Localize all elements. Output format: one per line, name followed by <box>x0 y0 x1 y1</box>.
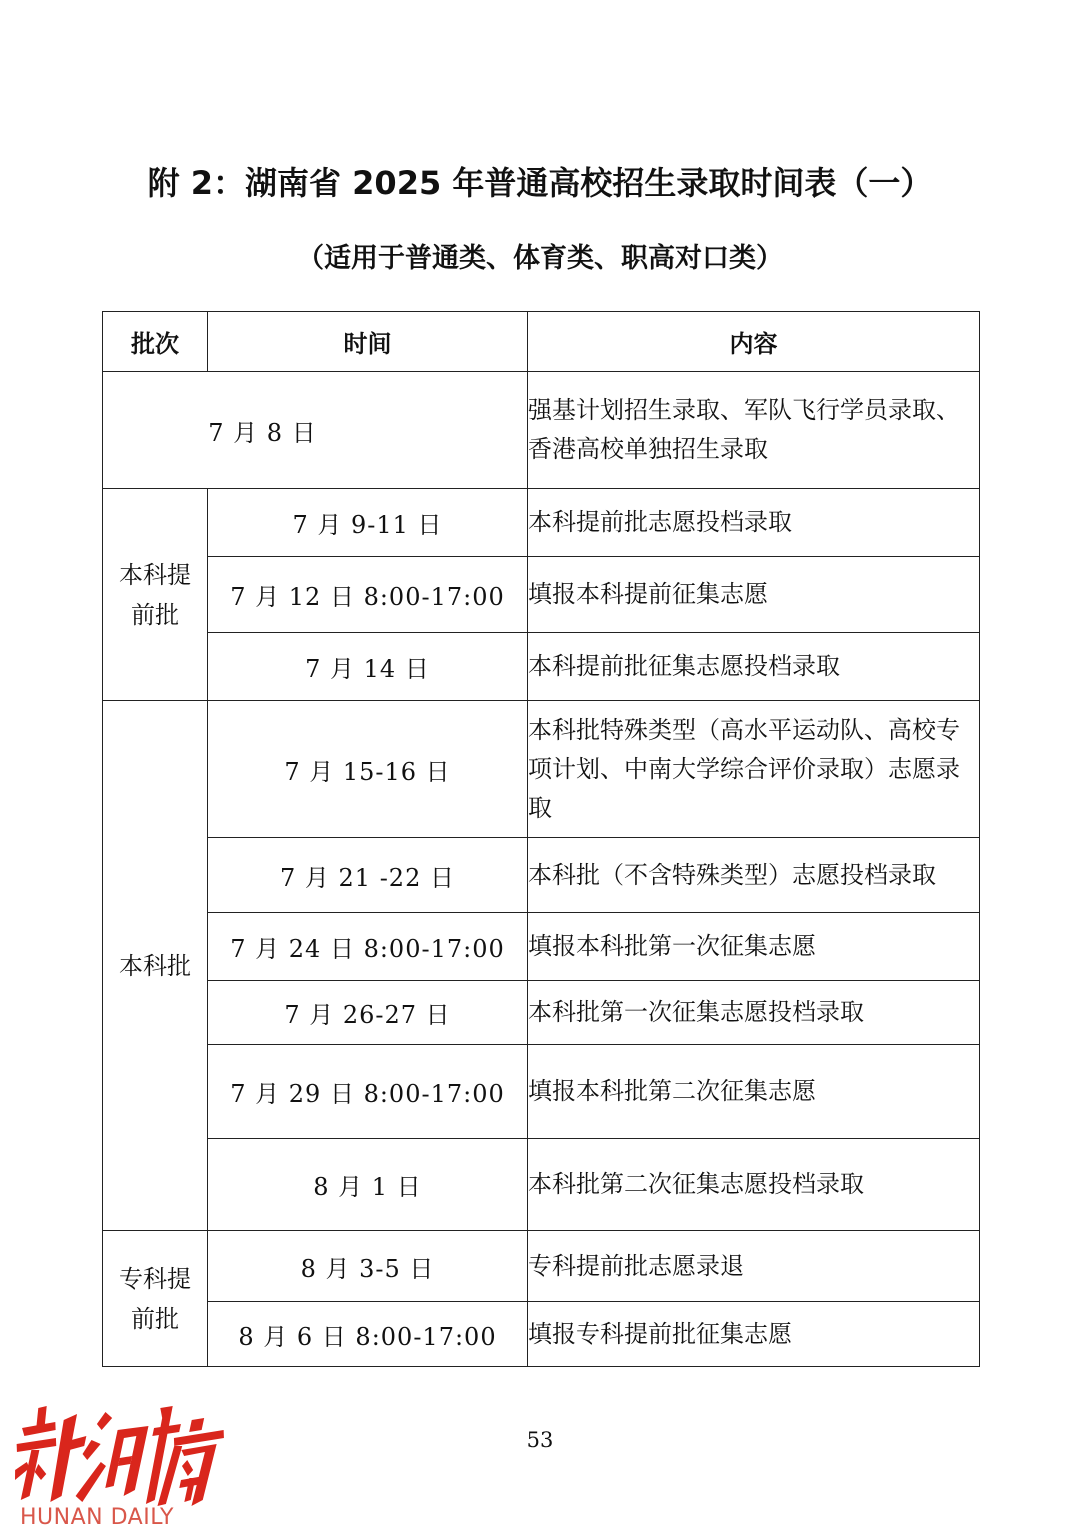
row-time: 8 月 3-5 日 <box>208 1231 528 1302</box>
table-row <box>103 633 980 701</box>
document-subtitle: （适用于普通类、体育类、职高对口类） <box>297 243 783 274</box>
row-content: 本科批第一次征集志愿投档录取 <box>528 981 980 1045</box>
row-time: 7 月 29 日 8:00-17:00 <box>208 1045 528 1139</box>
row-time: 7 月 14 日 <box>208 633 528 701</box>
batch-cell <box>103 1231 208 1367</box>
row-time: 7 月 12 日 8:00-17:00 <box>208 557 528 633</box>
batch-label: 专科提前批 <box>119 1264 191 1333</box>
document-title: 附 2：湖南省 2025 年普通高校招生录取时间表（一） <box>147 164 933 202</box>
batch-label: 本科提前批 <box>119 560 191 629</box>
row-time: 7 月 21 -22 日 <box>208 838 528 913</box>
row-content: 本科提前批志愿投档录取 <box>528 489 980 557</box>
row-content: 填报本科批第一次征集志愿 <box>528 913 980 981</box>
header-time: 时间 <box>208 312 528 372</box>
row-content: 填报专科提前批征集志愿 <box>528 1302 980 1367</box>
table-row <box>103 1302 980 1367</box>
table-row <box>103 557 980 633</box>
row-time: 7 月 26-27 日 <box>208 981 528 1045</box>
table-row <box>103 1231 980 1302</box>
batch-cell <box>103 489 208 701</box>
row-time: 8 月 6 日 8:00-17:00 <box>208 1302 528 1367</box>
admission-schedule-table <box>102 311 980 1367</box>
header-content: 内容 <box>528 312 980 372</box>
table-row <box>103 981 980 1045</box>
row-time: 7 月 24 日 8:00-17:00 <box>208 913 528 981</box>
row-content: 本科批特殊类型（高水平运动队、高校专项计划、中南大学综合评价录取）志愿录取 <box>528 701 980 838</box>
table-row <box>103 1139 980 1231</box>
table-row <box>103 372 980 489</box>
table-row <box>103 489 980 557</box>
row-time: 8 月 1 日 <box>208 1139 528 1231</box>
row-time: 7 月 8 日 <box>103 372 528 489</box>
table-row <box>103 838 980 913</box>
logo-english-text: HUNAN DAILY <box>20 1505 174 1530</box>
row-content: 专科提前批志愿录退 <box>528 1231 980 1302</box>
row-content: 本科提前批征集志愿投档录取 <box>528 633 980 701</box>
page-number: 53 <box>526 1428 554 1452</box>
row-content: 强基计划招生录取、军队飞行学员录取、香港高校单独招生录取 <box>528 372 980 489</box>
table-row <box>103 913 980 981</box>
row-content: 本科批（不含特殊类型）志愿投档录取 <box>528 838 980 913</box>
table-row <box>103 1045 980 1139</box>
row-content: 填报本科批第二次征集志愿 <box>528 1045 980 1139</box>
header-batch: 批次 <box>103 312 208 372</box>
row-time: 7 月 9-11 日 <box>208 489 528 557</box>
table-header-row <box>103 312 980 372</box>
row-content: 本科批第二次征集志愿投档录取 <box>528 1139 980 1231</box>
row-content: 填报本科提前征集志愿 <box>528 557 980 633</box>
table-row <box>103 701 980 838</box>
row-time: 7 月 15-16 日 <box>208 701 528 838</box>
batch-cell: 本科批 <box>103 701 208 1231</box>
